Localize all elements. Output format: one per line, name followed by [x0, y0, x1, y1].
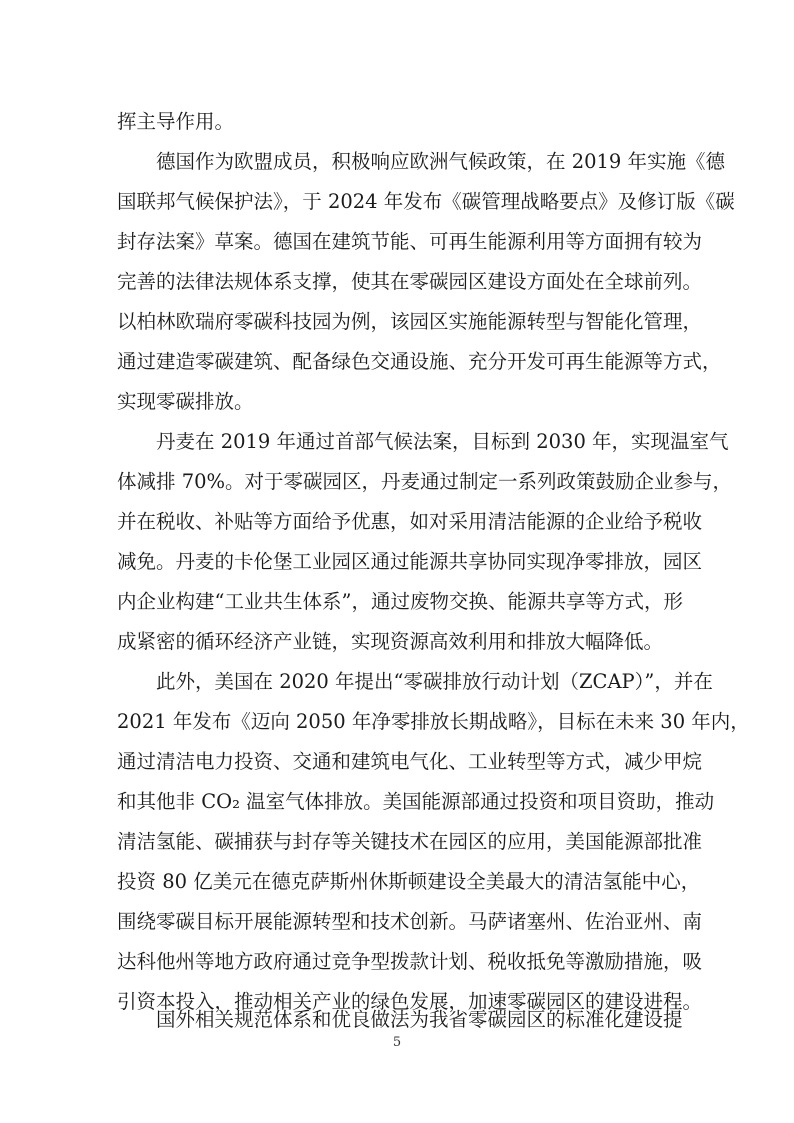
text-line: 投资 80 亿美元在德克萨斯州休斯顿建设全美最大的清洁氢能中心， — [117, 870, 701, 893]
text-line: 完善的法律法规体系支撑，使其在零碳园区建设方面处在全球前列。 — [117, 270, 703, 293]
text-line: 并在税收、补贴等方面给予优惠，如对采用清洁能源的企业给予税收 — [117, 510, 703, 533]
text-line: 此外，美国在 2020 年提出“零碳排放行动计划（ZCAP）”，并在 — [156, 670, 713, 693]
page-number: 5 — [392, 1035, 402, 1050]
text-line: 2021 年发布《迈向 2050 年净零排放长期战略》，目标在未来 30 年内， — [117, 710, 750, 733]
text-line: 国外相关规范体系和优良做法为我省零碳园区的标准化建设提 — [156, 1008, 683, 1031]
text-line: 通过建造零碳建筑、配备绿色交通设施、充分开发可再生能源等方式， — [117, 350, 722, 373]
text-line: 减免。丹麦的卡伦堡工业园区通过能源共享协同实现净零排放，园区 — [117, 550, 703, 573]
text-line: 丹麦在 2019 年通过首部气候法案，目标到 2030 年，实现温室气 — [156, 430, 729, 453]
text-line: 达科他州等地方政府通过竞争型拨款计划、税收抵免等激励措施，吸 — [117, 950, 703, 973]
text-line: 内企业构建“工业共生体系”，通过废物交换、能源共享等方式，形 — [117, 590, 683, 613]
text-line: 围绕零碳目标开展能源转型和技术创新。马萨诸塞州、佐治亚州、南 — [117, 910, 703, 933]
text-line: 德国作为欧盟成员，积极响应欧洲气候政策，在 2019 年实施《德 — [156, 150, 726, 173]
text-line: 体减排 70%。对于零碳园区，丹麦通过制定一系列政策鼓励企业参与， — [117, 470, 733, 493]
text-line: 实现零碳排放。 — [117, 390, 254, 413]
text-line: 国联邦气候保护法》，于 2024 年发布《碳管理战略要点》及修订版《碳 — [117, 190, 735, 213]
text-line: 成紧密的循环经济产业链，实现资源高效利用和排放大幅降低。 — [117, 630, 664, 653]
text-line: 封存法案》草案。德国在建筑节能、可再生能源利用等方面拥有较为 — [117, 230, 703, 253]
text-line: 挥主导作用。 — [117, 110, 235, 133]
text-line: 和其他非 CO₂ 温室气体排放。美国能源部通过投资和项目资助，推动 — [117, 790, 715, 813]
text-line: 以柏林欧瑞府零碳科技园为例，该园区实施能源转型与智能化管理， — [117, 310, 703, 333]
text-line: 通过清洁电力投资、交通和建筑电气化、工业转型等方式，减少甲烷 — [117, 750, 703, 773]
text-line: 引资本投入，推动相关产业的绿色发展，加速零碳园区的建设进程。 — [117, 990, 703, 1013]
text-line: 清洁氢能、碳捕获与封存等关键技术在园区的应用，美国能源部批准 — [117, 830, 703, 853]
